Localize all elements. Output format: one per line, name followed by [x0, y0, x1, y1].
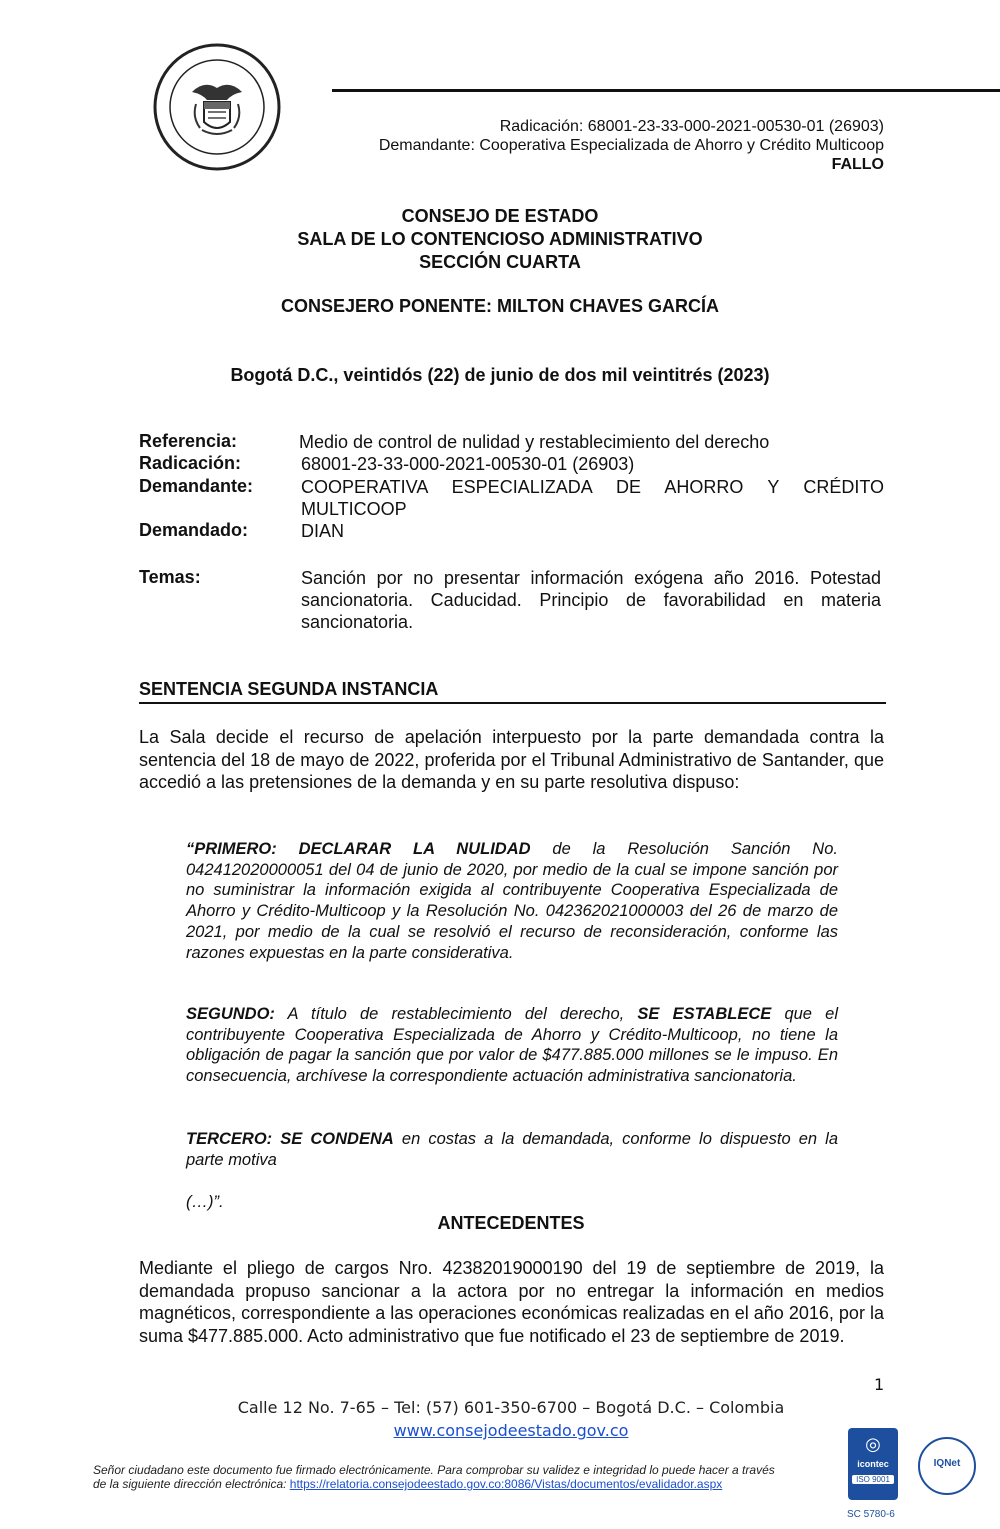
- header-fallo: FALLO: [831, 156, 884, 173]
- quote-ellipsis: (…)”.: [186, 1193, 224, 1211]
- court-name: CONSEJO DE ESTADO: [401, 206, 599, 226]
- icontec-certification-badge: [848, 1428, 898, 1500]
- chamber-name: SALA DE LO CONTENCIOSO ADMINISTRATIVO: [297, 229, 703, 249]
- demandado-label: Demandado:: [139, 520, 249, 540]
- antecedentes-title: ANTECEDENTES: [437, 1213, 585, 1233]
- referencia-value: Medio de control de nulidad y restablecimiento del derecho: [299, 432, 770, 452]
- electronic-signature-notice: Señor ciudadano este documento fue firmado electrónicamente. Para comprobar su validez e integridad lo puede hacer a través: [93, 1463, 775, 1477]
- page-number: 1: [874, 1375, 885, 1394]
- header-demandante: Demandante: Cooperativa Especializada de Ahorro y Crédito Multicoop: [378, 137, 884, 154]
- antecedentes-paragraph: Mediante el pliego de cargos Nro. 42382019000190 del 19 de septiembre de 2019, la demandada propuso sancionar a la actora por no entregar la información en medios magnéticos, correspondiente a las operaciones económicas realizadas en el año 2016, por la suma $477.885.000. Acto administrativo que fue notificado el 23 de septiembre de 2019.: [139, 1258, 884, 1346]
- intro-paragraph: La Sala decide el recurso de apelación interpuesto por la parte demandada contra la sentencia del 18 de mayo de 2022, proferida por el Tribunal Administrativo de Santander, que accedió a las pretensiones de la demanda y en su parte resolutiva dispuso:: [139, 727, 884, 792]
- quote-tercero-bold: TERCERO: SE CONDENA: [186, 1130, 394, 1148]
- quote-primero-bold: “PRIMERO: DECLARAR LA NULIDAD: [186, 840, 531, 858]
- quote-tercero: [186, 1129, 838, 1170]
- sc-code: SC 5780-6: [847, 1509, 895, 1520]
- consejo-de-estado-seal: [152, 42, 282, 172]
- header-radicacion: Radicación: 68001-23-33-000-2021-00530-01 (26903): [499, 118, 884, 135]
- quote-primero-text: de la Resolución Sanción No. 042412020000051 del 04 de junio de 2020, por medio de la cual se impone sanción por no suministrar la información exigida al contribuyente Cooperativa Especializada de Ahorro y Crédito-Multicoop y la Resolución No. 042362021000003 del 26 de marzo de 2021, por medio de la cual se resolvió el recurso de reconsideración, conforme las razones expuestas en la parte considerativa.: [186, 840, 838, 962]
- icontec-label: icontec: [857, 1459, 889, 1469]
- quote-segundo-bold: SEGUNDO:: [186, 1005, 275, 1023]
- electronic-signature-notice-2: [93, 1477, 833, 1491]
- quote-tercero-text: en costas a la demandada, conforme lo dispuesto en la parte motiva: [186, 1130, 839, 1169]
- certification-icon: ◎: [865, 1434, 881, 1454]
- quote-segundo-bold2: SE ESTABLECE: [637, 1005, 772, 1023]
- iqnet-badge: [918, 1437, 976, 1495]
- quote-segundo-text1: A título de restablecimiento del derecho,: [274, 1005, 638, 1023]
- sentencia-title: SENTENCIA SEGUNDA INSTANCIA: [139, 679, 886, 704]
- demandante-value: COOPERATIVA ESPECIALIZADA DE AHORRO Y CRÉDITO MULTICOOP: [301, 477, 884, 519]
- demandante-label: Demandante:: [139, 476, 254, 496]
- temas-label: Temas:: [139, 567, 201, 587]
- quote-segundo: [186, 1004, 838, 1087]
- quote-primero: [186, 839, 838, 963]
- temas-value: Sanción por no presentar información exógena año 2016. Potestad sancionatoria. Caducidad. Principio de favorabilidad en materia sancionatoria.: [301, 568, 881, 632]
- demandado-value: DIAN: [301, 521, 345, 541]
- validator-link[interactable]: https://relatoria.consejodeestado.gov.co:8086/Vistas/documentos/evalidador.aspx: [289, 1477, 723, 1491]
- radicacion-value: 68001-23-33-000-2021-00530-01 (26903): [301, 454, 635, 474]
- referencia-label: Referencia:: [139, 431, 238, 451]
- notice-prefix: de la siguiente dirección electrónica:: [93, 1477, 290, 1491]
- ponente: CONSEJERO PONENTE: MILTON CHAVES GARCÍA: [280, 296, 720, 316]
- coat-of-arms-icon: [152, 42, 282, 172]
- iso-label: ISO 9001: [852, 1475, 894, 1484]
- website-link[interactable]: www.consejodeestado.gov.co: [393, 1421, 629, 1440]
- radicacion-label: Radicación:: [139, 453, 242, 473]
- decision-date: Bogotá D.C., veintidós (22) de junio de dos mil veintitrés (2023): [230, 365, 770, 385]
- header-rule: [332, 89, 1000, 92]
- footer-address: Calle 12 No. 7-65 – Tel: (57) 601-350-6700 – Bogotá D.C. – Colombia: [237, 1398, 785, 1417]
- iqnet-label: IQNet: [933, 1458, 961, 1469]
- quote-segundo-text2: que el contribuyente Cooperativa Especializada de Ahorro y Crédito-Multicoop, no tiene la obligación de pagar la sanción que por valor de $477.885.000 millones se le impuso. En consecuencia, archívese la correspondiente actuación administrativa sancionatoria.: [186, 1005, 838, 1086]
- section-name: SECCIÓN CUARTA: [419, 252, 581, 272]
